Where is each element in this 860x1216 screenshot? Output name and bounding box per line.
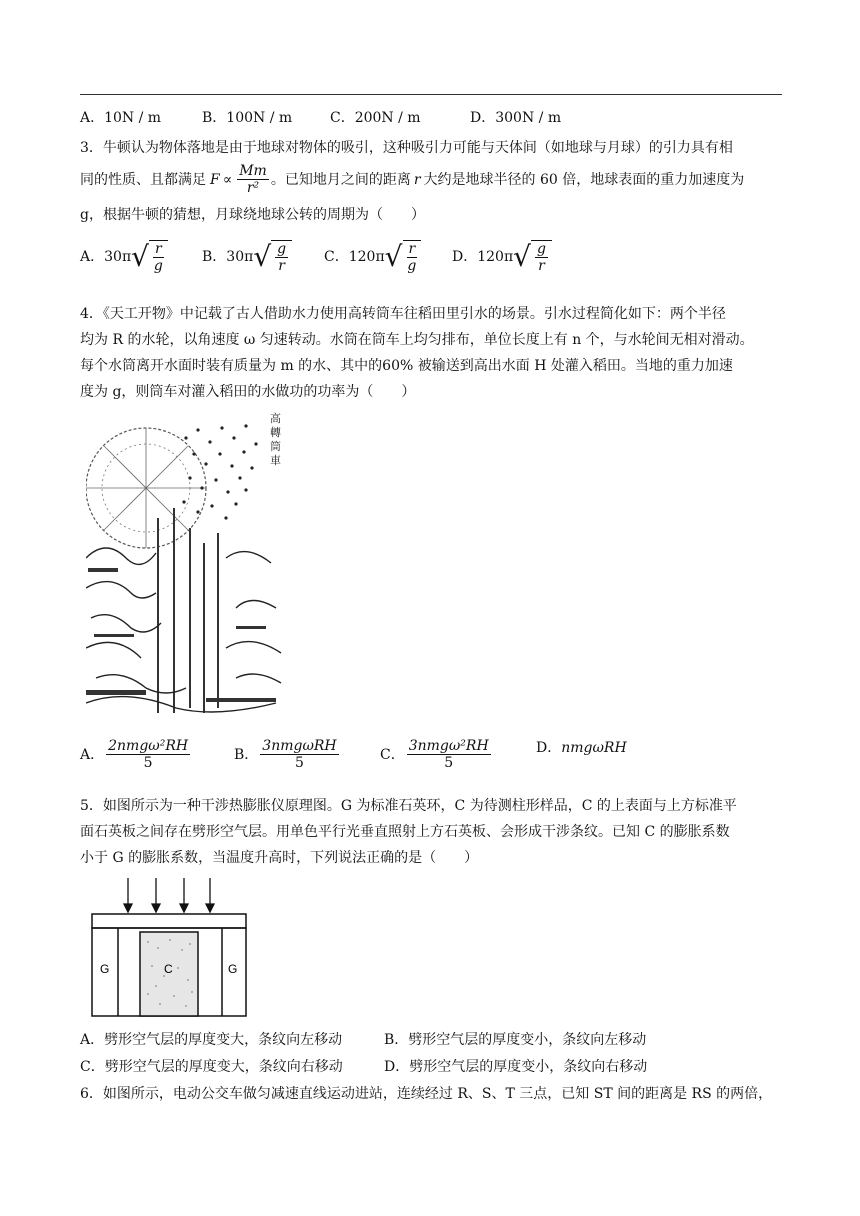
q4-stem-line3: 每个水筒离开水面时装有质量为 m 的水、其中的60% 被输送到高出水面 H 处灌入稻田。当地的重力加速 <box>80 358 733 374</box>
figure-caption-char: 車 <box>270 454 281 467</box>
fraction-denominator: r <box>538 258 545 274</box>
fraction-numerator: 3nmgω²RH <box>408 738 489 754</box>
q5-option-a: A．劈形空气层的厚度变大，条纹向左移动 <box>80 1032 343 1048</box>
q3-option-c <box>324 240 421 274</box>
figure-caption-char: 高 <box>270 412 281 425</box>
option-expression: nmgωRH <box>561 740 627 756</box>
option-coefficient: 30π <box>104 249 132 265</box>
sqrt-expression: √ $\frac{r}{g}$ <box>385 240 422 274</box>
sqrt-expression: √ $\frac{g}{r}$ <box>513 240 552 274</box>
q2-option-b: B．100N / m <box>202 110 293 126</box>
fraction-numerator: 2nmgω²RH <box>108 738 189 754</box>
option-label: D． <box>452 249 478 265</box>
q4-stem-line2: 均为 R 的水轮，以角速度 ω 匀速转动。水筒在筒车上均匀排布，单位长度上有 n 个，与水轮间无相对滑动。 <box>80 332 754 348</box>
q3-force-symbol: F <box>210 171 220 188</box>
q3-fraction-numerator: Mm <box>239 163 267 179</box>
sqrt-expression: √ $\frac{g}{r}$ <box>253 240 292 274</box>
option-label: B． <box>202 249 227 265</box>
q2-option-d: D．300N / m <box>470 110 562 126</box>
q5-stem-line2: 面石英板之间存在劈形空气层。用单色平行光垂直照射上方石英板、会形成干涉条纹。已知 C 的膨胀系数 <box>80 824 730 840</box>
q3-option-a <box>80 240 168 274</box>
fraction-numerator: g <box>277 241 287 257</box>
q3-option-d <box>452 240 552 274</box>
fraction-denominator: r <box>278 258 285 274</box>
option-label: B． <box>234 746 259 763</box>
interference-dilatometer-diagram <box>88 876 250 1020</box>
fraction-denominator: 5 <box>444 755 454 771</box>
q3-r-symbol: r <box>413 171 421 188</box>
q5-option-b: B．劈形空气层的厚度变小，条纹向左移动 <box>384 1032 647 1048</box>
q3-fraction <box>237 163 269 196</box>
q3-option-b <box>202 240 292 274</box>
q4-stem-line4: 度为 g，则筒车对灌入稻田的水做功的功率为（ ） <box>80 384 416 400</box>
q3-stem-line3: g，根据牛顿的猜想，月球绕地球公转的周期为（ ） <box>80 207 425 223</box>
q3-text: 大约是地球半径的 60 倍，地球表面的重力加速度为 <box>423 171 745 188</box>
q4-option-c <box>380 738 493 771</box>
figure-caption-char: 轉 <box>270 426 281 439</box>
q4-option-a <box>80 738 192 771</box>
fraction-numerator: 3nmgωRH <box>262 738 337 754</box>
option-label: D． <box>536 740 562 756</box>
option-coefficient: 120π <box>477 249 514 265</box>
q3-text: 。已知地月之间的距离 <box>270 171 411 188</box>
fraction-denominator: 5 <box>295 755 304 771</box>
option-label: A． <box>80 249 105 265</box>
q3-stem-line1: 3．牛顿认为物体落地是由于地球对物体的吸引，这种吸引力可能与天体间（如地球与月球）的引力具有相 <box>80 140 733 156</box>
fraction-numerator: g <box>537 241 546 257</box>
q5-option-c: C．劈形空气层的厚度变大，条纹向右移动 <box>80 1059 343 1075</box>
q4-option-d <box>536 738 627 758</box>
fraction-numerator: r <box>408 241 416 257</box>
q4-stem-line1: 4．《天工开物》中记载了古人借助水力使用高转筒车往稻田里引水的场景。引水过程简化如下：两个半径 <box>80 306 726 322</box>
q3-stem-line2 <box>80 163 744 196</box>
label-c: C <box>164 962 173 976</box>
q3-fraction-denominator: r² <box>246 180 260 196</box>
q5-stem-line3: 小于 G 的膨胀系数，当温度升高时，下列说法正确的是（ ） <box>80 850 479 866</box>
fraction-denominator: 5 <box>143 755 153 771</box>
water-wheel-illustration <box>86 408 286 718</box>
option-label: A． <box>80 746 105 763</box>
figure-caption-char: 筒 <box>270 440 281 453</box>
option-coefficient: 120π <box>348 249 385 265</box>
option-label: C． <box>324 249 349 265</box>
q4-option-b <box>234 738 341 771</box>
q5-option-d: D．劈形空气层的厚度变小，条纹向右移动 <box>384 1059 648 1075</box>
option-coefficient: 30π <box>226 249 254 265</box>
q5-stem-line1: 5．如图所示为一种干涉热膨胀仪原理图。G 为标准石英环，C 为待测柱形样品，C 的上表面与上方标准平 <box>80 798 737 814</box>
q2-option-a: A．10N / m <box>80 110 162 126</box>
header-rule <box>80 94 782 95</box>
label-g-left: G <box>100 962 110 976</box>
sqrt-expression: √ $\frac{r}{g}$ <box>131 240 168 274</box>
q2-option-c: C．200N / m <box>330 110 421 126</box>
fraction-denominator: g <box>153 258 163 274</box>
q3-proportional-symbol: ∝ <box>222 171 233 188</box>
q6-stem-line1: 6．如图所示，电动公交车做匀减速直线运动进站，连续经过 R、S、T 三点，已知 ST 间的距离是 RS 的两倍， <box>80 1086 773 1102</box>
q3-text: 同的性质、且都满足 <box>80 171 206 188</box>
fraction-numerator: r <box>154 241 162 257</box>
option-label: C． <box>380 746 405 763</box>
label-g-right: G <box>228 962 238 976</box>
fraction-denominator: g <box>407 258 417 274</box>
